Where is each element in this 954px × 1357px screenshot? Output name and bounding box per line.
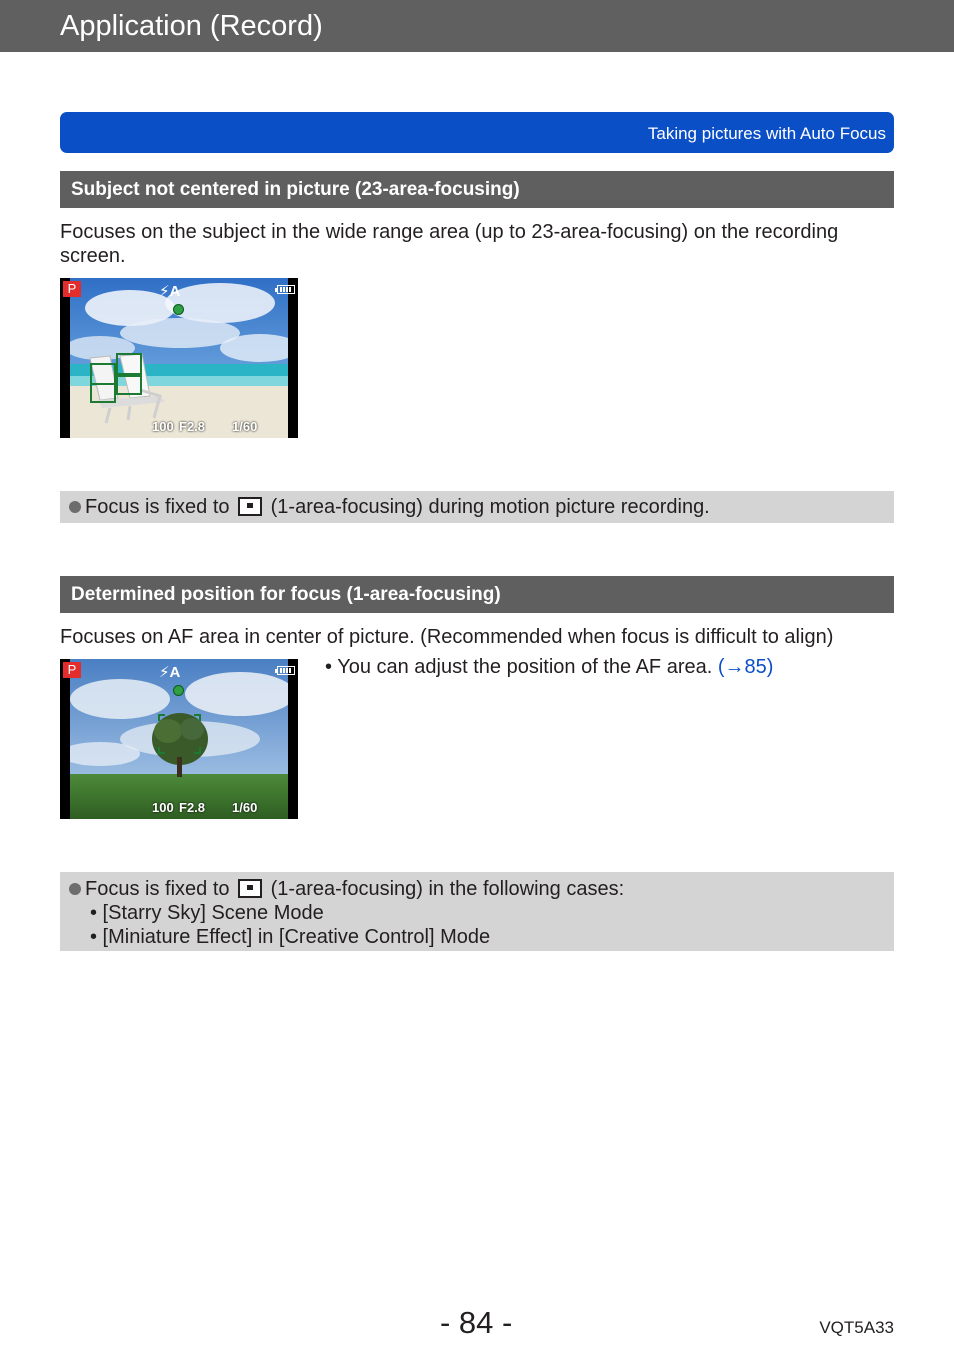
section-description: Focuses on the subject in the wide range area (up to 23-area-focusing) on the recording screen. xyxy=(60,221,839,267)
section-title: Subject not centered in picture (23-area-focusing) xyxy=(71,179,520,200)
side-note-text: • You can adjust the position of the AF area. xyxy=(325,656,713,678)
document-code: VQT5A33 xyxy=(819,1318,894,1337)
aperture-value: F2.8 xyxy=(179,800,206,815)
shutter-value: 1/60 xyxy=(232,419,258,434)
af-area-box xyxy=(90,383,116,403)
focus-indicator-icon xyxy=(173,685,184,696)
page-number: - 84 - xyxy=(440,1305,513,1340)
af-frame-corner xyxy=(194,714,201,721)
note-line xyxy=(69,877,894,901)
note-text-after: (1-area-focusing) during motion picture recording. xyxy=(270,496,710,518)
1-area-focus-icon xyxy=(238,497,262,516)
section-title: Determined position for focus (1-area-focusing) xyxy=(71,584,501,605)
mode-badge: P xyxy=(63,662,81,678)
top-header xyxy=(0,0,954,52)
camera-screen-23-area xyxy=(60,278,298,438)
note-box xyxy=(60,872,894,951)
iso-value: 100 xyxy=(152,419,174,434)
topic-bar xyxy=(60,112,894,153)
note-list-item: • [Starry Sky] Scene Mode xyxy=(90,902,324,924)
aperture-value: F2.8 xyxy=(179,419,206,434)
af-frame-corner xyxy=(158,714,165,721)
bullet-icon xyxy=(69,883,81,895)
battery-icon xyxy=(277,285,295,294)
note-box xyxy=(60,491,894,523)
note-text-before: Focus is fixed to xyxy=(85,878,230,900)
af-area-box xyxy=(116,375,142,395)
af-frame-corner xyxy=(158,747,165,754)
side-note xyxy=(325,655,773,679)
1-area-focus-icon xyxy=(238,879,262,898)
mode-badge: P xyxy=(63,281,81,297)
bullet-icon xyxy=(69,501,81,513)
flash-icon: ⚡A xyxy=(159,664,181,681)
page-title: Application (Record) xyxy=(60,10,323,42)
section-description: Focuses on AF area in center of picture. (Recommended when focus is difficult to align) xyxy=(60,626,834,648)
tree-scene-image xyxy=(70,659,288,819)
section-header-23-area xyxy=(60,171,894,208)
note-text-after: (1-area-focusing) in the following cases: xyxy=(270,878,625,900)
af-area-box xyxy=(90,363,116,385)
beach-scene-image xyxy=(70,278,288,438)
camera-screen-1-area xyxy=(60,659,298,819)
page-link[interactable]: (→85) xyxy=(717,656,774,678)
section-header-1-area xyxy=(60,576,894,613)
topic-label: Taking pictures with Auto Focus xyxy=(647,124,886,143)
af-area-box xyxy=(116,353,142,375)
focus-indicator-icon xyxy=(173,304,184,315)
note-list-item: • [Miniature Effect] in [Creative Control] Mode xyxy=(90,926,491,948)
note-text-before: Focus is fixed to xyxy=(85,496,230,518)
battery-icon xyxy=(277,666,295,675)
af-frame-corner xyxy=(194,747,201,754)
flash-icon: ⚡A xyxy=(159,283,181,300)
iso-value: 100 xyxy=(152,800,174,815)
shutter-value: 1/60 xyxy=(232,800,258,815)
